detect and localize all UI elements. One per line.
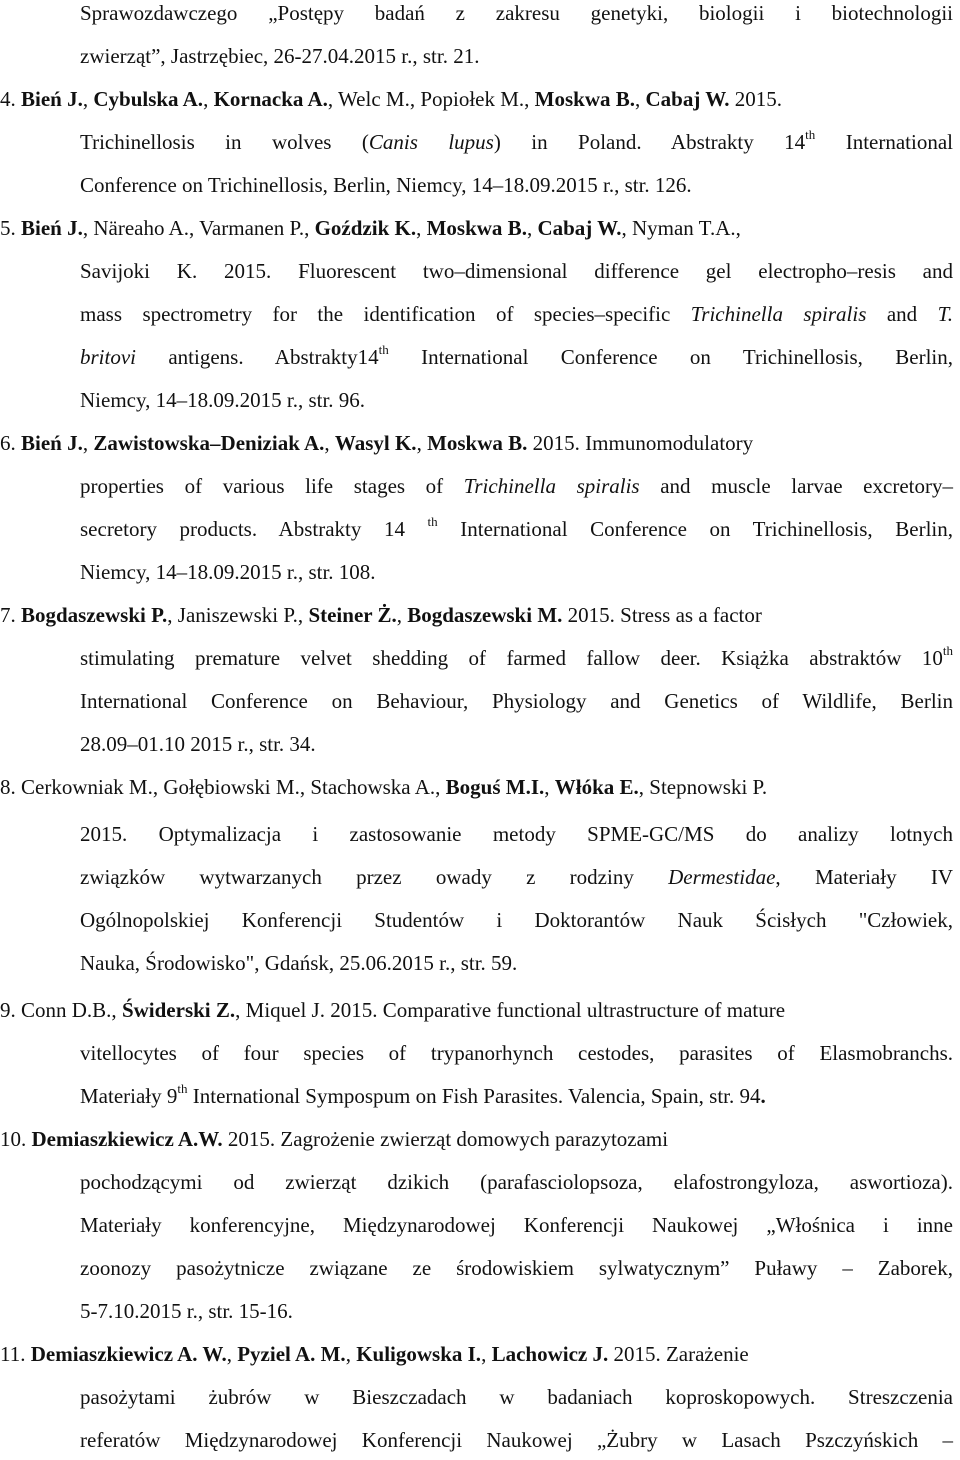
text-line [80, 122, 953, 162]
text-run: , Nyman T.A., [621, 216, 741, 240]
text-line [80, 943, 517, 983]
text-line [0, 767, 767, 807]
text-run: Cabaj W. [537, 216, 622, 240]
text-line [80, 509, 953, 549]
text-run: Bień J. [21, 87, 83, 111]
text-run: International Sympospum on Fish Parasites. Valencia, Spain, str. 94 [187, 1084, 761, 1108]
text-run: , [481, 1342, 492, 1366]
text-line [80, 724, 316, 764]
text-line [80, 1377, 953, 1417]
text-line [0, 208, 741, 248]
text-run: Cybulska A. [93, 87, 204, 111]
text-run: Materiały konferencyjne, Międzynarodowej Konferencji Naukowej „Włośnica i inne [80, 1213, 953, 1237]
text-run: Kornacka A. [213, 87, 328, 111]
text-line [80, 681, 953, 721]
text-run: , [345, 1342, 357, 1366]
text-run: properties of various life stages of [80, 474, 464, 498]
text-run: 9. Conn D.B., [0, 998, 122, 1022]
text-run: 5-7.10.2015 r., str. 15-16. [80, 1299, 293, 1323]
text-run: , [635, 87, 646, 111]
text-line [0, 595, 762, 635]
text-run: International [815, 130, 954, 154]
text-line [80, 900, 953, 940]
text-run: Pyziel A. M. [237, 1342, 346, 1366]
text-run: Goździk K. [314, 216, 417, 240]
text-run: 2015. [729, 87, 783, 111]
text-run: , [416, 431, 428, 455]
text-run: Świderski Z. [121, 998, 236, 1022]
text-run: , Näreaho A., Varmanen P., [82, 216, 315, 240]
text-run: 5. [0, 216, 21, 240]
text-run: Steiner Ż. [308, 603, 397, 627]
text-run: , [396, 603, 408, 627]
text-run: Dermestidae [668, 865, 776, 889]
text-run: Moskwa B. [427, 431, 528, 455]
text-run: 2015. Zagrożenie zwierząt domowych parazytozami [222, 1127, 669, 1151]
superscript-text: th [805, 127, 816, 142]
text-line [80, 1205, 953, 1245]
text-run: pasożytami żubrów w Bieszczadach w badaniach koproskopowych. Streszczenia [80, 1385, 953, 1409]
text-run: Sprawozdawczego „Postępy badań z zakresu genetyki, biologii i biotechnologii [80, 1, 953, 25]
text-run: Włóka E. [554, 775, 639, 799]
text-run: pochodzącymi od zwierząt dzikich (parafasciolopsoza, elafostrongyloza, aswortioza). [80, 1170, 953, 1194]
text-run: , [324, 431, 335, 455]
text-run: , [226, 1342, 238, 1366]
text-line [80, 1291, 293, 1331]
text-line [0, 1119, 668, 1159]
text-run: Canis lupus [368, 130, 494, 154]
text-run: secretory products. Abstrakty 14 [80, 517, 428, 541]
text-run: 2015. Stress as a factor [562, 603, 762, 627]
text-line [80, 1420, 953, 1460]
text-run: Niemcy, 14–18.09.2015 r., str. 96. [80, 388, 366, 412]
text-line [80, 1162, 953, 1202]
text-line [0, 79, 782, 119]
text-run: and muscle larvae excretory– [639, 474, 953, 498]
text-run: 10. [0, 1127, 32, 1151]
text-line [80, 36, 479, 76]
text-run: 7. [0, 603, 21, 627]
text-line [0, 423, 753, 463]
text-run: Niemcy, 14–18.09.2015 r., str. 108. [80, 560, 376, 584]
text-line [80, 165, 692, 205]
text-line [80, 0, 953, 33]
text-run: , Materiały IV [775, 865, 954, 889]
text-line [80, 294, 953, 334]
text-run: referatów Międzynarodowej Konferencji Naukowej „Żubry w Lasach Pszczyńskich – [80, 1428, 953, 1452]
text-run: britovi [80, 345, 136, 369]
superscript-text: th [942, 643, 953, 658]
text-run: Wasyl K. [334, 431, 417, 455]
text-run: Cabaj W. [645, 87, 730, 111]
text-line [80, 1248, 953, 1288]
text-run: 2015. Optymalizacja i zastosowanie metody SPME-GC/MS do analizy lotnych [80, 822, 953, 846]
text-run: vitellocytes of four species of trypanorhynch cestodes, parasites of Elasmobranchs. [80, 1041, 953, 1065]
text-line [80, 638, 953, 678]
text-run: Lachowicz J. [491, 1342, 609, 1366]
text-run: , Janiszewski P., [167, 603, 309, 627]
text-run: Conference on Trichinellosis, Berlin, Niemcy, 14–18.09.2015 r., str. 126. [80, 173, 692, 197]
text-run: 2015. Zarażenie [608, 1342, 749, 1366]
text-run: , [82, 431, 94, 455]
text-line [80, 857, 953, 897]
text-run: and [866, 302, 938, 326]
text-run: zoonozy pasożytnicze związane ze środowiskiem sylwatycznym” Puławy – Zaborek, [80, 1256, 953, 1280]
text-run: Bogdaszewski M. [407, 603, 563, 627]
text-run: 11. [0, 1342, 31, 1366]
text-run: Moskwa B. [426, 216, 527, 240]
text-run: Savijoki K. 2015. Fluorescent two–dimensional difference gel electropho–resis and [80, 259, 953, 283]
text-run: , [82, 87, 94, 111]
text-run: Demiaszkiewicz A.W. [31, 1127, 223, 1151]
text-run: Ogólnopolskiej Konferencji Studentów i Doktorantów Nauk Ścisłych "Człowiek, [80, 908, 953, 932]
text-line [80, 380, 365, 420]
text-run: zwierząt”, Jastrzębiec, 26-27.04.2015 r., str. 21. [80, 44, 480, 68]
text-run: 28.09–01.10 2015 r., str. 34. [80, 732, 316, 756]
text-run: , [203, 87, 214, 111]
text-run: 8. Cerkowniak M., Gołębiowski M., Stachowska A., [0, 775, 446, 799]
text-run: Nauka, Środowisko", Gdańsk, 25.06.2015 r., str. 59. [80, 951, 518, 975]
text-run: , Miquel J. 2015. Comparative functional ultrastructure of mature [235, 998, 786, 1022]
text-run: Trichinella spiralis [690, 302, 867, 326]
text-line [80, 1076, 766, 1116]
text-run: International Conference on Trichinellosis, Berlin, [388, 345, 953, 369]
text-run: antigens. Abstrakty14 [136, 345, 379, 369]
text-run: . [760, 1084, 766, 1108]
text-run: Kuligowska I. [356, 1342, 482, 1366]
text-run: ) in Poland. Abstrakty 14 [493, 130, 806, 154]
text-run: International Conference on Behaviour, Physiology and Genetics of Wildlife, Berlin [80, 689, 953, 713]
superscript-text: th [378, 342, 389, 357]
text-run: International Conference on Trichinellosis, Berlin, [437, 517, 953, 541]
text-run: , [416, 216, 427, 240]
text-run: 2015. Immunomodulatory [527, 431, 754, 455]
text-run: Demiaszkiewicz A. W. [30, 1342, 227, 1366]
text-run: stimulating premature velvet shedding of farmed fallow deer. Książka abstraktów 10 [80, 646, 943, 670]
text-line [80, 251, 953, 291]
text-run: 4. [0, 87, 21, 111]
text-run: Bogdaszewski P. [21, 603, 168, 627]
text-run: 6. [0, 431, 21, 455]
text-run: , Stepnowski P. [638, 775, 768, 799]
text-line [80, 466, 953, 506]
text-line [80, 337, 953, 377]
text-run: związków wytwarzanych przez owady z rodziny [80, 865, 669, 889]
text-run: Moskwa B. [534, 87, 636, 111]
text-run: Zawistowska–Deniziak A. [93, 431, 325, 455]
text-run: Materiały 9 [80, 1084, 178, 1108]
text-line [0, 990, 785, 1030]
text-run: T. [937, 302, 953, 326]
text-line [80, 814, 953, 854]
text-run: , [544, 775, 555, 799]
text-line [80, 552, 376, 592]
text-run: Trichinellosis in wolves ( [80, 130, 369, 154]
text-run: Trichinella spiralis [463, 474, 640, 498]
text-run: Bień J. [21, 216, 83, 240]
text-line [0, 1334, 749, 1374]
text-run: mass spectrometry for the identification of species–specific [80, 302, 691, 326]
text-run: Bień J. [21, 431, 83, 455]
text-line [80, 1033, 953, 1073]
text-run: , [526, 216, 538, 240]
text-run: , Welc M., Popiołek M., [327, 87, 535, 111]
superscript-text: th [427, 514, 438, 529]
text-run: Boguś M.I. [445, 775, 545, 799]
superscript-text: th [177, 1081, 188, 1096]
